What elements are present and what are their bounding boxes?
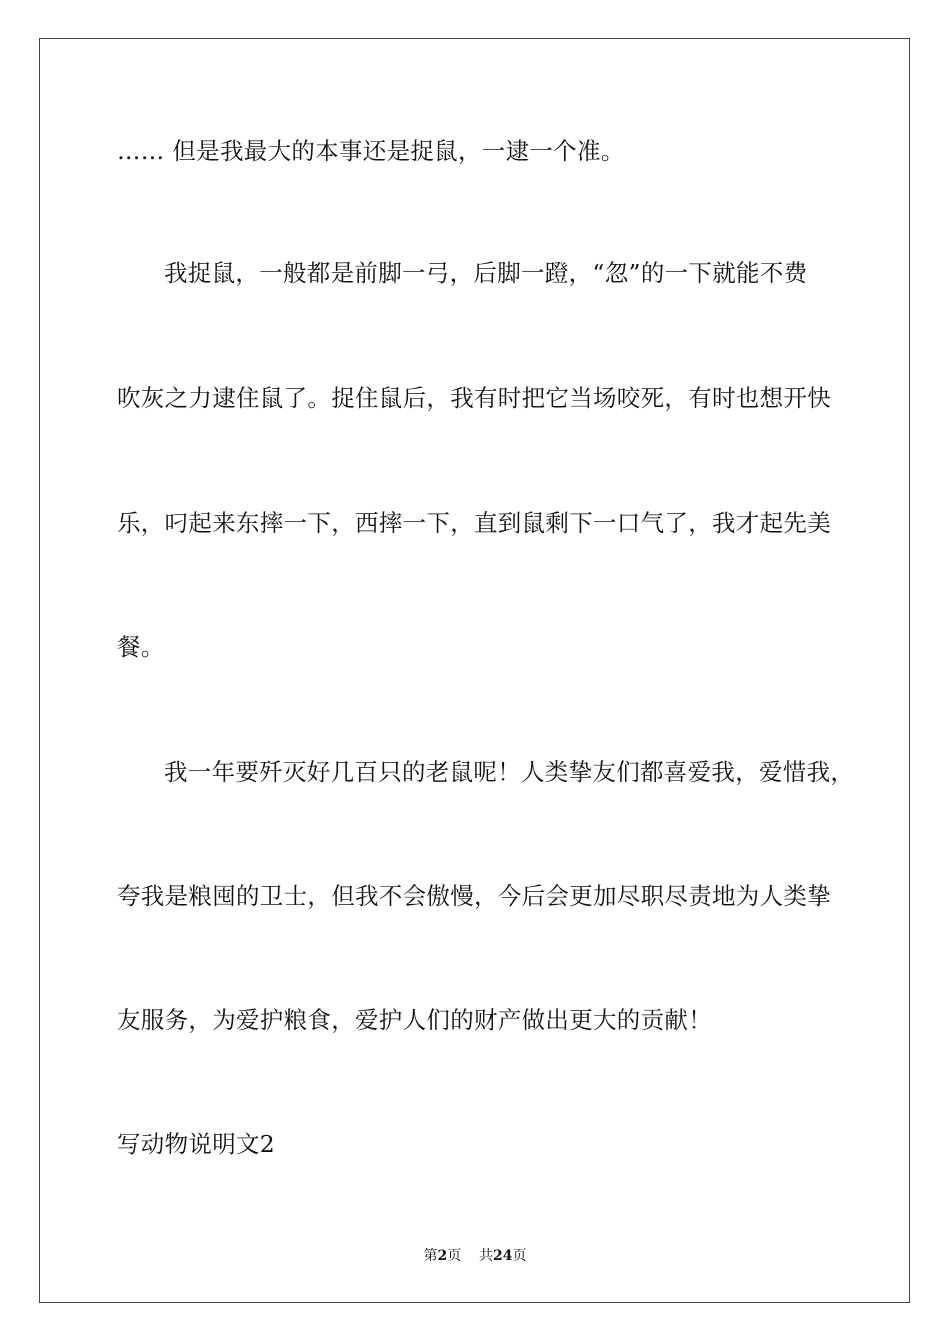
footer-page-number: 2 xyxy=(437,1248,448,1264)
body-text-line: 友服务，为爱护粮食，爱护人们的财产做出更大的贡献！ xyxy=(117,1006,712,1034)
paragraph-start-line: 我一年要歼灭好几百只的老鼠呢！人类挚友们都喜爱我，爱惜我， xyxy=(164,758,855,786)
body-text-line: 餐。 xyxy=(117,633,165,661)
body-text-line: …… 但是我最大的本事还是捉鼠，一逮一个准。 xyxy=(117,137,625,165)
footer-page-prefix: 第 xyxy=(423,1248,438,1264)
section-heading: 写动物说明文2 xyxy=(117,1130,276,1158)
body-text-line: 乐，叼起来东摔一下，西摔一下，直到鼠剩下一口气了，我才起先美 xyxy=(117,509,831,537)
body-text-line: 夸我是粮囤的卫士，但我不会傲慢，今后会更加尽职尽责地为人类挚 xyxy=(117,882,831,910)
paragraph-start-line: 我捉鼠，一般都是前脚一弓，后脚一蹬，“忽”的一下就能不费 xyxy=(164,259,808,287)
page-footer xyxy=(0,1247,950,1265)
footer-total-pages: 24 xyxy=(493,1248,513,1264)
footer-total-prefix: 共 xyxy=(479,1248,494,1264)
footer-page-suffix: 页 xyxy=(447,1248,462,1264)
page-border xyxy=(39,38,910,1303)
footer-total-suffix: 页 xyxy=(512,1248,527,1264)
body-text-line: 吹灰之力逮住鼠了。捉住鼠后，我有时把它当场咬死，有时也想开快 xyxy=(117,384,831,412)
